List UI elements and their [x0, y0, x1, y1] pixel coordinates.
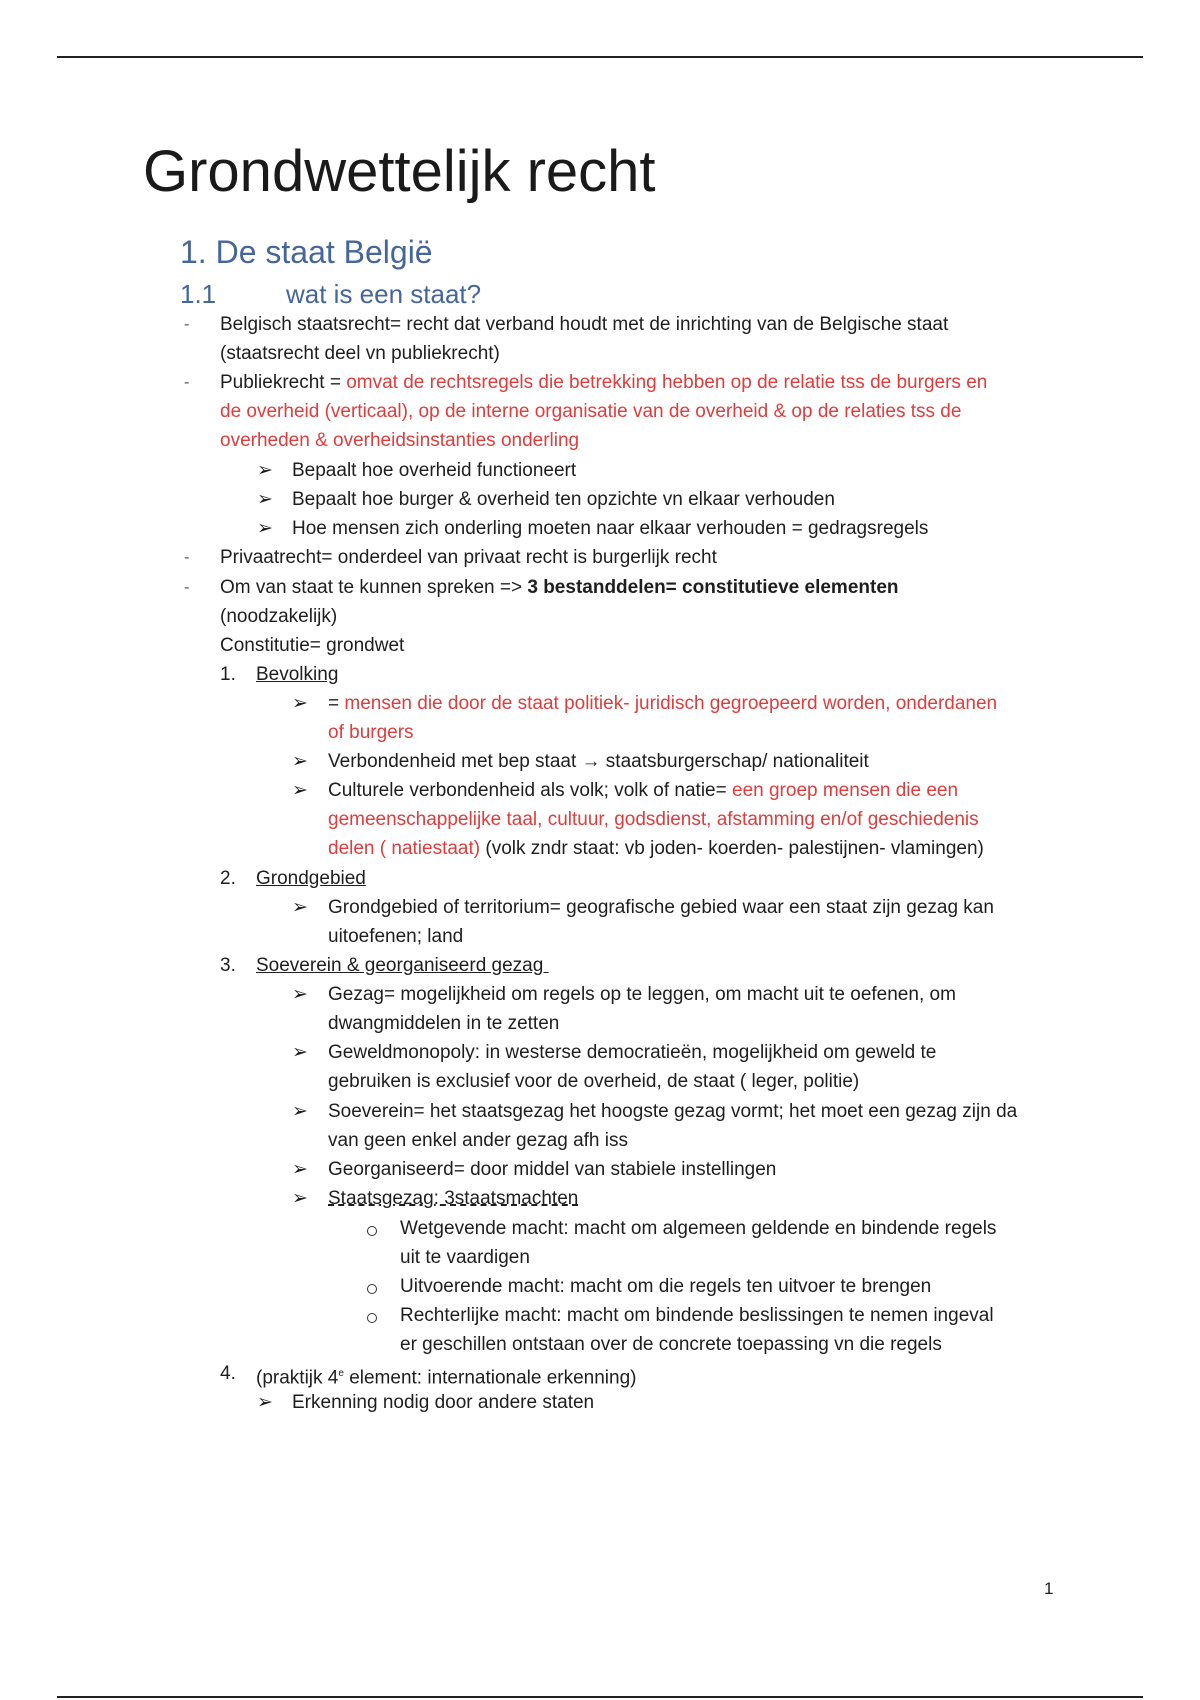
arrow-bullet-icon: ➢ — [257, 1392, 273, 1413]
dash-bullet: - — [184, 316, 190, 333]
staatsgezag-line: Staatsgezag: 3staatsmachten — [328, 1188, 579, 1209]
heading-1 — [180, 232, 433, 272]
heading-2 — [180, 278, 481, 310]
soeverein-number: 3. — [220, 955, 236, 976]
bevolking-b1-red-2: of burgers — [328, 722, 414, 743]
grondgebied-line-2: uitoefenen; land — [328, 926, 464, 947]
om-bold: 3 bestanddelen= constitutieve elementen — [527, 577, 899, 598]
publiek-red-3: overheden & overheidsinstanties onderling — [220, 430, 580, 451]
dash-bullet: - — [184, 549, 190, 566]
heading-2-text: wat is een staat? — [286, 279, 482, 309]
grondgebied-title: Grondgebied — [256, 868, 366, 889]
geweld-line-2: gebruiken is exclusief voor de overheid, de staat ( leger, politie) — [328, 1071, 860, 1092]
wetgevende-line-2: uit te vaardigen — [400, 1247, 530, 1268]
praktijk-number: 4. — [220, 1363, 236, 1384]
publiek-sub-3: Hoe mensen zich onderling moeten naar elkaar verhouden = gedragsregels — [292, 518, 929, 539]
publiek-sub-1: Bepaalt hoe overheid functioneert — [292, 460, 577, 481]
bevolking-b3-red-1: een groep mensen die een — [732, 780, 959, 801]
arrow-bullet-icon: ➢ — [292, 1042, 308, 1063]
heading-2-number: 1.1 — [180, 279, 217, 309]
arrow-bullet-icon: ➢ — [292, 1188, 308, 1209]
rechterlijke-line-1: Rechterlijke macht: macht om bindende beslissingen te nemen ingeval — [400, 1305, 994, 1326]
geweld-line-1: Geweldmonopoly: in westerse democratieën, mogelijkheid om geweld te — [328, 1042, 937, 1063]
arrow-bullet-icon: ➢ — [257, 489, 273, 510]
bevolking-b1-red-1: mensen die door de staat politiek- juridisch gegroepeerd worden, onderdanen — [344, 693, 998, 714]
circle-bullet-icon — [367, 1284, 377, 1294]
circle-bullet-icon — [367, 1226, 377, 1236]
bevolking-b3-red-2: gemeenschappelijke taal, cultuur, godsdienst, afstamming en/of geschiedenis — [328, 809, 979, 830]
belgisch-line-1: Belgisch staatsrecht= recht dat verband houdt met de inrichting van de Belgische staat — [220, 314, 949, 335]
arrow-bullet-icon: ➢ — [292, 1101, 308, 1122]
page-number: 1 — [1044, 1579, 1054, 1598]
arrow-bullet-icon: ➢ — [292, 984, 308, 1005]
arrow-bullet-icon: ➢ — [292, 751, 308, 772]
arrow-bullet-icon: ➢ — [292, 780, 308, 801]
erkenning-line: Erkenning nodig door andere staten — [292, 1392, 595, 1413]
bevolking-b3-line-3 — [328, 834, 984, 863]
document-title: Grondwettelijk recht — [143, 139, 656, 204]
publiek-red-1: omvat de rechtsregels die betrekking hebben op de relatie tss de burgers en — [346, 372, 988, 393]
bevolking-number: 1. — [220, 664, 236, 685]
arrow-bullet-icon: ➢ — [292, 693, 308, 714]
dash-bullet: - — [184, 579, 190, 596]
arrow-bullet-icon: ➢ — [257, 518, 273, 539]
bevolking-b3-red-3: delen ( natiestaat) — [328, 838, 481, 859]
footer-rule — [57, 1696, 1143, 1698]
bevolking-b2: Verbondenheid met bep staat → staatsburgerschap/ nationaliteit — [328, 751, 869, 772]
soeverein-line-2: van geen enkel ander gezag afh iss — [328, 1130, 628, 1151]
heading-1-text: De staat België — [215, 234, 433, 270]
bevolking-b1-line-1 — [328, 689, 997, 718]
georganiseerd-line: Georganiseerd= door middel van stabiele instellingen — [328, 1159, 777, 1180]
constitutie-line: Constitutie= grondwet — [220, 635, 405, 656]
publiek-lead: Publiekrecht = — [220, 372, 347, 393]
grondgebied-line-1: Grondgebied of territorium= geografische gebied waar een staat zijn gezag kan — [328, 897, 994, 918]
header-rule — [57, 56, 1143, 58]
wetgevende-line-1: Wetgevende macht: macht om algemeen geldende en bindende regels — [400, 1218, 997, 1239]
soeverein-title: Soeverein & georganiseerd gezag — [256, 955, 549, 976]
privaat-line: Privaatrecht= onderdeel van privaat recht is burgerlijk recht — [220, 547, 717, 568]
soeverein-line-1: Soeverein= het staatsgezag het hoogste gezag vormt; het moet een gezag zijn da — [328, 1101, 1018, 1122]
praktijk-pre: (praktijk 4 — [256, 1367, 339, 1389]
rechterlijke-line-2: er geschillen ontstaan over de concrete toepassing vn die regels — [400, 1334, 942, 1355]
arrow-bullet-icon: ➢ — [292, 897, 308, 918]
bevolking-b3-pre: Culturele verbondenheid als volk; volk of natie= — [328, 780, 732, 801]
om-line-2: (noodzakelijk) — [220, 606, 338, 627]
uitvoerende-line: Uitvoerende macht: macht om die regels ten uitvoer te brengen — [400, 1276, 932, 1297]
belgisch-line-2: (staatsrecht deel vn publiekrecht) — [220, 343, 500, 364]
om-line-1 — [220, 573, 899, 602]
heading-1-number: 1. — [180, 234, 207, 270]
bevolking-b1-pre: = — [328, 693, 345, 714]
grondgebied-number: 2. — [220, 868, 236, 889]
publiek-sub-2: Bepaalt hoe burger & overheid ten opzichte vn elkaar verhouden — [292, 489, 835, 510]
circle-bullet-icon — [367, 1313, 377, 1323]
arrow-bullet-icon: ➢ — [292, 1159, 308, 1180]
praktijk-post: element: internationale erkenning) — [343, 1367, 637, 1389]
gezag-line-1: Gezag= mogelijkheid om regels op te leggen, om macht uit te oefenen, om — [328, 984, 956, 1005]
om-pre: Om van staat te kunnen spreken => — [220, 577, 528, 598]
publiek-line-1 — [220, 368, 987, 397]
bevolking-b3-post: (volk zndr staat: vb joden- koerden- palestijnen- vlamingen) — [480, 838, 984, 859]
gezag-line-2: dwangmiddelen in te zetten — [328, 1013, 560, 1034]
bevolking-title: Bevolking — [256, 664, 339, 685]
dash-bullet: - — [184, 374, 190, 391]
publiek-red-2: de overheid (verticaal), op de interne organisatie van de overheid & op de relaties tss de — [220, 401, 962, 422]
bevolking-b3-line-1 — [328, 776, 958, 805]
arrow-bullet-icon: ➢ — [257, 460, 273, 481]
praktijk-sup: e — [338, 1368, 344, 1379]
